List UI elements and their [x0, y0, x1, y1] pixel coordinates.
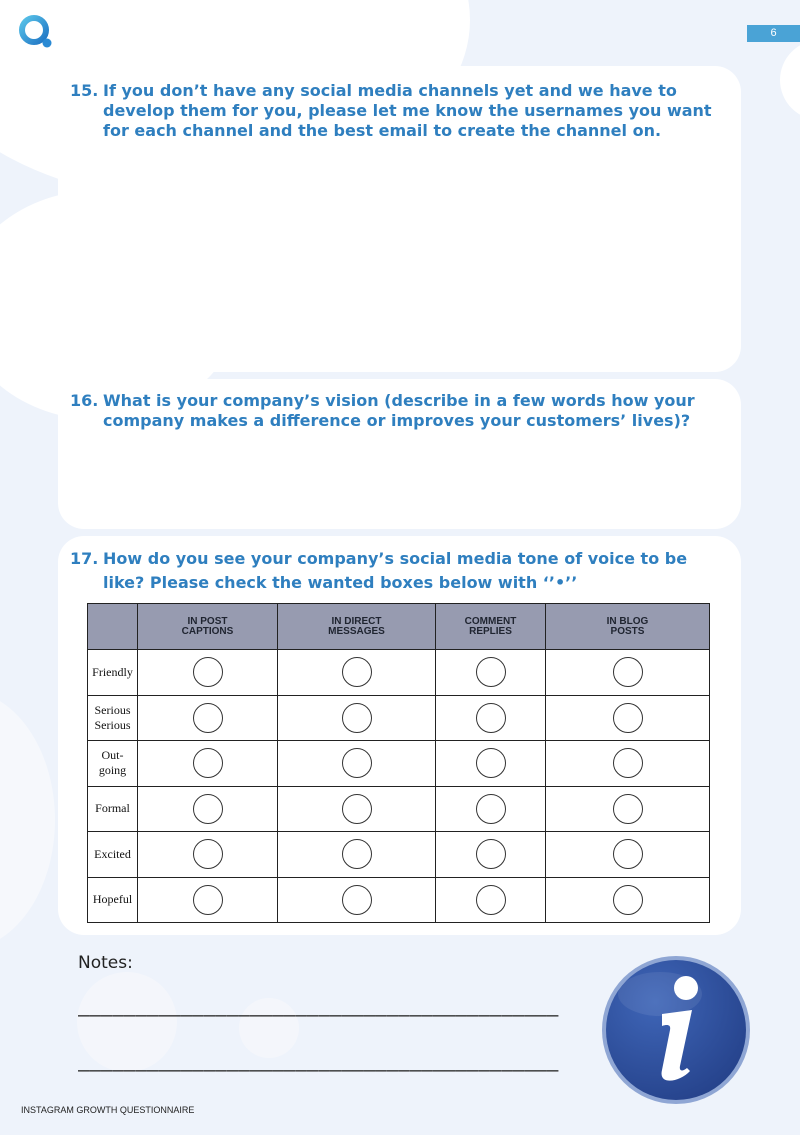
option-circle[interactable] — [342, 794, 372, 824]
notes-label: Notes: — [78, 953, 133, 973]
question-text: What is your company’s vision (describe in a few words how your company makes a difference or improves your customers’ lives)? — [103, 391, 695, 430]
option-cell — [138, 695, 278, 741]
option-cell — [278, 832, 436, 878]
option-cell — [546, 786, 710, 832]
option-circle[interactable] — [193, 885, 223, 915]
info-icon — [600, 954, 752, 1106]
option-circle[interactable] — [342, 703, 372, 733]
table-row — [88, 877, 710, 923]
option-cell — [138, 786, 278, 832]
option-circle[interactable] — [613, 748, 643, 778]
option-cell — [546, 650, 710, 696]
option-cell — [436, 650, 546, 696]
notes-line[interactable]: –––––––––––––––––––––––––––––––––––––––––– — [78, 1004, 559, 1026]
option-circle[interactable] — [613, 839, 643, 869]
background-shape — [780, 40, 800, 120]
option-circle[interactable] — [342, 657, 372, 687]
row-label: Excited — [88, 832, 138, 878]
row-label: Serious Serious — [88, 695, 138, 741]
option-circle[interactable] — [613, 703, 643, 733]
column-header: IN BLOG POSTS — [546, 604, 710, 650]
option-circle[interactable] — [342, 885, 372, 915]
table-row — [88, 786, 710, 832]
option-circle[interactable] — [193, 748, 223, 778]
column-header: COMMENT REPLIES — [436, 604, 546, 650]
question-15 — [70, 81, 713, 141]
option-cell — [138, 650, 278, 696]
notes-line[interactable]: –––––––––––––––––––––––––––––––––––––––––– — [78, 1059, 559, 1081]
option-cell — [278, 741, 436, 787]
option-cell — [278, 650, 436, 696]
column-header: IN POST CAPTIONS — [138, 604, 278, 650]
option-circle[interactable] — [193, 657, 223, 687]
background-shape — [0, 690, 55, 950]
option-circle[interactable] — [193, 794, 223, 824]
option-circle[interactable] — [613, 657, 643, 687]
header-corner-cell — [88, 604, 138, 650]
question-number: 15. — [70, 81, 99, 100]
option-circle[interactable] — [476, 703, 506, 733]
option-circle[interactable] — [613, 885, 643, 915]
row-label: Friendly — [88, 650, 138, 696]
option-circle[interactable] — [476, 794, 506, 824]
row-label: Hopeful — [88, 877, 138, 923]
option-cell — [278, 877, 436, 923]
tone-of-voice-table — [87, 603, 710, 923]
option-cell — [278, 786, 436, 832]
option-circle[interactable] — [476, 885, 506, 915]
option-circle[interactable] — [476, 748, 506, 778]
option-circle[interactable] — [342, 748, 372, 778]
question-16 — [70, 391, 713, 431]
column-header: IN DIRECT MESSAGES — [278, 604, 436, 650]
option-cell — [278, 695, 436, 741]
option-circle[interactable] — [342, 839, 372, 869]
option-cell — [436, 741, 546, 787]
table-row — [88, 741, 710, 787]
option-cell — [436, 832, 546, 878]
option-circle[interactable] — [476, 839, 506, 869]
question-17 — [70, 547, 703, 595]
question-text: How do you see your company’s social media tone of voice to be like? Please check the wanted boxes below with ‘’•’’ — [103, 549, 688, 592]
option-cell — [138, 741, 278, 787]
table-row — [88, 650, 710, 696]
row-label: Out-going — [88, 741, 138, 787]
question-number: 17. — [70, 549, 99, 568]
option-cell — [436, 695, 546, 741]
page-number: 6 — [747, 25, 800, 42]
option-circle[interactable] — [613, 794, 643, 824]
option-circle[interactable] — [193, 703, 223, 733]
question-text: If you don’t have any social media channels yet and we have to develop them for you, please let me know the usernames you want for each channel and the best email to create the channel on. — [103, 81, 712, 140]
footer-title: INSTAGRAM GROWTH QUESTIONNAIRE — [21, 1105, 195, 1115]
table-row — [88, 832, 710, 878]
table-row — [88, 695, 710, 741]
option-cell — [546, 741, 710, 787]
option-cell — [138, 832, 278, 878]
row-label: Formal — [88, 786, 138, 832]
option-cell — [436, 877, 546, 923]
question-number: 16. — [70, 391, 99, 410]
option-cell — [546, 877, 710, 923]
option-cell — [436, 786, 546, 832]
table-header-row — [88, 604, 710, 650]
option-circle[interactable] — [476, 657, 506, 687]
option-cell — [546, 832, 710, 878]
brand-logo-icon — [18, 14, 54, 50]
option-circle[interactable] — [193, 839, 223, 869]
option-cell — [546, 695, 710, 741]
option-cell — [138, 877, 278, 923]
